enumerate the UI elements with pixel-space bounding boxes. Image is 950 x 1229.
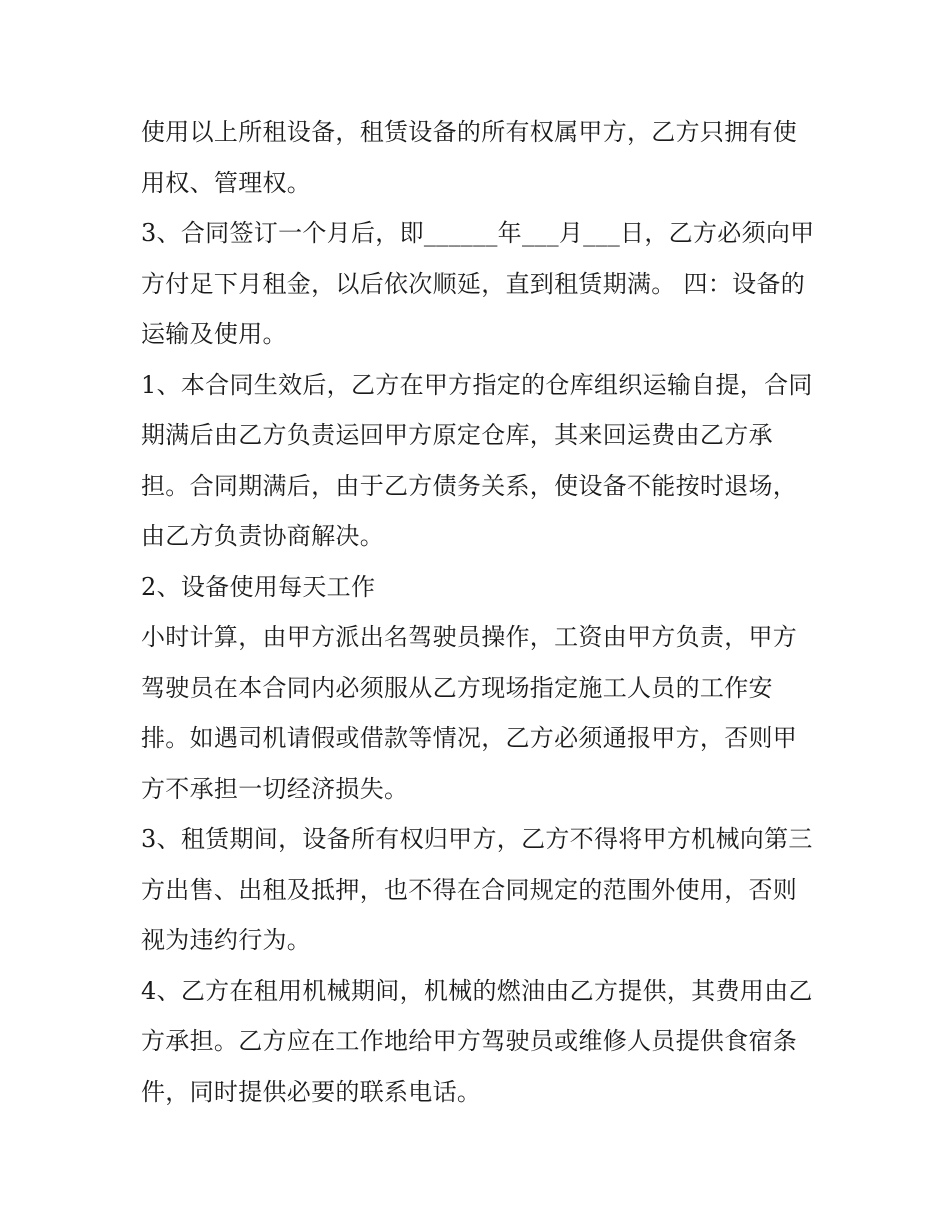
document-body — [141, 107, 821, 1117]
paragraph-rent-payment: 3、合同签订一个月后，即______年___月___日，乙方必须向甲方付足下月租金，以后依次顺延，直到租赁期满。 四：设备的运输及使用。 — [141, 219, 815, 348]
paragraph-equipment-ownership: 使用以上所租设备，租赁设备的所有权属甲方，乙方只拥有使用权、管理权。 — [141, 118, 798, 197]
paragraph-daily-usage-heading: 2、设备使用每天工作 — [141, 572, 376, 601]
paragraph-ownership-restrictions: 3、租赁期间，设备所有权归甲方，乙方不得将甲方机械向第三方出售、出租及抵押，也不得在合同规定的范围外使用，否则视为违约行为。 — [141, 825, 813, 954]
paragraph-fuel-and-lodging: 4、乙方在租用机械期间，机械的燃油由乙方提供，其费用由乙方承担。乙方应在工作地给甲方驾驶员或维修人员提供食宿条件，同时提供必要的联系电话。 — [141, 976, 813, 1106]
paragraph-transport: 1、本合同生效后，乙方在甲方指定的仓库组织运输自提，合同期满后由乙方负责运回甲方原定仓库，其来回运费由乙方承担。合同期满后，由于乙方债务关系，使设备不能按时退场，由乙方负责协商解决。 — [141, 370, 813, 550]
paragraph-driver-arrangement: 小时计算，由甲方派出名驾驶员操作，工资由甲方负责，甲方驾驶员在本合同内必须服从乙方现场指定施工人员的工作安排。如遇司机请假或借款等情况，乙方必须通报甲方，否则甲方不承担一切经济损失。 — [141, 623, 798, 803]
